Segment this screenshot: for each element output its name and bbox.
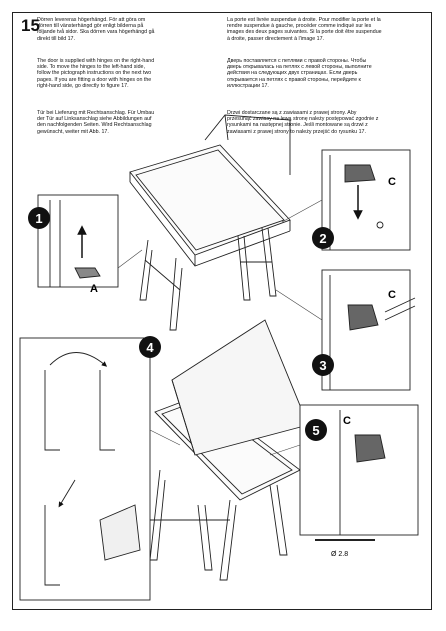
step-badge-1 (28, 207, 50, 229)
step-badge-5-label: 5 (312, 423, 320, 438)
label-c-detail-5: C (343, 415, 351, 427)
step-number: 15 (21, 16, 40, 35)
step-badge-3 (312, 354, 334, 376)
instruction-text-ru: Дверь поставляется с петлями с правой стороны. Чтобы дверь открывалась на петлях с левой стороны, выполните действия на следующих двух страницах. Если дверь открывается на петлях с правой стороны, перейдите к иллюстрации 17. (227, 58, 372, 89)
detail-3-hinge (322, 270, 415, 390)
label-c-detail-2: C (388, 176, 396, 188)
step-badge-4-label: 4 (146, 340, 154, 355)
detail-4-hinge-swap (20, 338, 150, 600)
instruction-text-sv: Dörren levereras högerhängd. För att göra om dörren till vänsterhängd gör enligt bilderna på följande två sidor. Ska dörren vara högerhängd gå direkt till bild 17. (37, 17, 155, 42)
instruction-text-en: The door is supplied with hinges on the right-hand side. To move the hinges to the left-hand side, follow the pictograph instructions on the next two pages. If you are fitting a door with hinges on the right-hand side, go directly to figure 17. (37, 58, 155, 89)
step-badge-4 (139, 336, 161, 358)
label-a: A (90, 283, 98, 295)
step-badge-5 (305, 419, 327, 441)
instruction-text-fr: La porte est livrée suspendue à droite. Pour modifier la porte et la rendre suspendue à gauche, procéder comme indiqué sur les images des deux pages suivantes. Si la porte doit être suspendue à droite, passer directement à l'image 17. (227, 17, 382, 42)
step-badge-1-label: 1 (35, 211, 43, 226)
step-badge-2 (312, 227, 334, 249)
upper-cabinet-drawing (130, 115, 290, 330)
detail-1-hinge (38, 195, 118, 287)
instruction-text-de: Tür bei Lieferung mit Rechtsanschlag. Für Umbau der Tür auf Linksanschlag siehe Abbildungen auf den nachfolgenden Seiten. Wird Rechtsanschlag gewünscht, weiter mit Abb. 17. (37, 110, 155, 135)
detail-2-hinge (322, 150, 410, 250)
instruction-text-pl: Drzwi dostarczane są z zawiasami z prawej strony. Aby przesunąć zawiasy na lewą stronę należy postępować zgodnie z rysunkami na następnej stronie. Jeśli montowane są drzwi z zawiasami z prawej strony to należy przejść do rysunku 17. (227, 110, 379, 135)
step-badge-2-label: 2 (319, 231, 327, 246)
screw-diameter-label: Ø 2.8 (331, 551, 349, 558)
label-c-detail-3: C (388, 289, 396, 301)
step-badge-3-label: 3 (319, 358, 327, 373)
